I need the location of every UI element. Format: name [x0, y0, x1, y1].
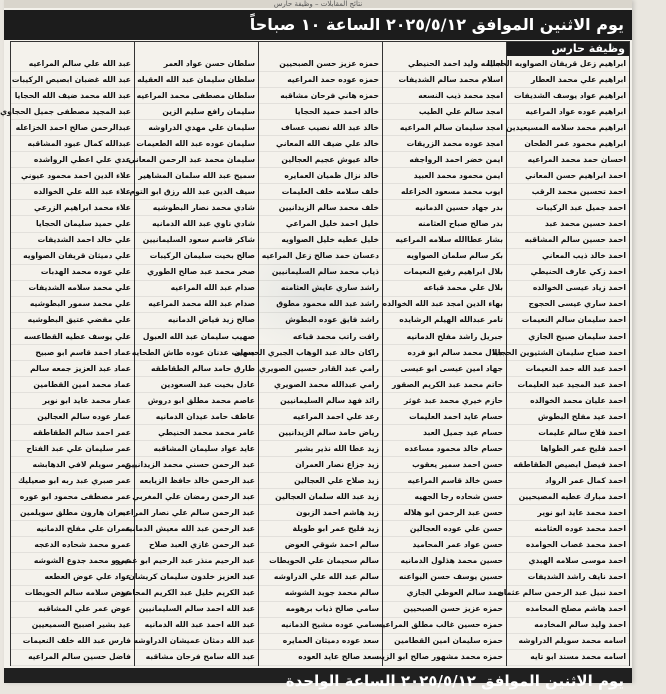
name-entry: خالد احمد حميد الحجايا: [259, 104, 382, 120]
name-entry: سعد صالح عايد العوده: [259, 650, 382, 666]
name-entry: عبد الرحمن عبد الله معيش الدمانيه: [135, 521, 258, 537]
name-entry: علي محمد سمور البطوشيه: [11, 297, 134, 313]
name-entry: حسين يوسف حسن البواعنه: [383, 570, 506, 586]
name-entry: امجد سليمان سالم المراعيه: [383, 120, 506, 136]
name-entry: احمد نبيل عبد الرحمن سالم عثمان: [507, 586, 629, 602]
name-entry: سلطان سليمان عبد الله العقيله: [135, 72, 258, 88]
column-1: [487, 42, 630, 666]
name-entry: حسن عبد الرحمن ابو هلاله: [383, 505, 506, 521]
name-entry: ابراهيم علي محمد العطار: [507, 72, 629, 88]
column-4: [115, 42, 258, 666]
name-entry: عمر احمد سالم الطقاطقه: [11, 425, 134, 441]
name-entry: احمد حسين سالم المشاقبه: [507, 233, 629, 249]
name-entry: احسان حمد محمد المراعيه: [507, 152, 629, 168]
name-entry: احمد زياد عيسى الخوالده: [507, 281, 629, 297]
name-entry: عماد عبد العزيز جمعه سالم: [11, 361, 134, 377]
name-entry: عبد الكريم خليل عبد الكريم المحاميد: [135, 586, 258, 602]
name-entry: سامي عوده مشيح الدمانيه: [259, 618, 382, 634]
name-entry: عبد الله احمد سالم السليمانيين: [135, 602, 258, 618]
name-entry: حمزه عزيز حسن الصبحيين: [383, 602, 506, 618]
name-entry: عاطف حامد عيدان الدمانيه: [135, 409, 258, 425]
name-entry: بلال علي محمد قباعه: [383, 281, 506, 297]
name-entry: امجد محمد ذيب النسعه: [383, 88, 506, 104]
name-entry: عبد الله محمد ضيف الله الحجايا: [11, 88, 134, 104]
name-entry: احمد هاشم مصلح المحامده: [507, 602, 629, 618]
name-entry: صهيب سليمان عبد الله العبول: [135, 329, 258, 345]
name-entry: عادل بخيت عبد السعودين: [135, 377, 258, 393]
name-entry: حمزه هاني فرحان مشاقبه: [259, 88, 382, 104]
name-entry: حازم خيري محمد عبد غوثر: [383, 393, 506, 409]
name-entry: رائد فهد سالم السليمانيين: [259, 393, 382, 409]
name-entry: سليمان محمد عبد الرحمن المعاني: [135, 152, 258, 168]
name-entry: عمر مصطفى محمود ابو عوره: [11, 489, 134, 505]
name-entry: عمر صبري عبد ربه ابو صعيليك: [11, 473, 134, 489]
column-3: [234, 42, 382, 666]
name-entry: حمزه حسين غالب مطلق المراعيه: [383, 618, 506, 634]
name-entry: عماد احمد قاسم ابو صبيح: [11, 345, 134, 361]
name-entry: حسام خالد محمود مساعده: [383, 441, 506, 457]
name-entry: احمد محمد عوده العثامنه: [507, 521, 629, 537]
name-entry: اسلام محمد سالم الشديفات: [383, 72, 506, 88]
name-entry: خليل احمد خليل المراعي: [259, 216, 382, 232]
name-entry: عمران علي مفلح الدمانيه: [11, 521, 134, 537]
name-entry: عامر محمد محمد الحنيطي: [135, 425, 258, 441]
name-entry: عمران هارون مطلق سويلمين: [11, 505, 134, 521]
name-entry: ابراهيم محمود عمر الطحان: [507, 136, 629, 152]
name-entry: حمزه عزيز حسن الصبحيين: [259, 56, 382, 72]
name-entry: ابراهيم عواد يوسف الشديفات: [507, 88, 629, 104]
name-entry: عمرو محمد جدوع الشوشه: [11, 553, 134, 569]
name-entry: سالم احمد شوقي العوض: [259, 537, 382, 553]
name-entry: حمزه عوده حمد المراعيه: [259, 72, 382, 88]
name-entry: رافت راتب محمد قباعه: [259, 329, 382, 345]
name-entry: عوض عمر علي المشاقبه: [11, 602, 134, 618]
name-entry: علي خالد احمد الشديفات: [11, 233, 134, 249]
name-entry: علي يوسف عطيه القطاعسه: [11, 329, 134, 345]
name-entry: احمد ساري عيسى الحجوج: [507, 297, 629, 313]
name-entry: عايد عواد سليمان المشاقبه: [135, 441, 258, 457]
name-entry: عبد الرحمن سالم علي نصار المراعيه: [135, 505, 258, 521]
name-entry: عمر سويلم لافي الدهابشه: [11, 457, 134, 473]
name-entry: عبدالله كمال عبود المشاقبه: [11, 136, 134, 152]
name-entry: صهيب عدنان عوده طاش الطحايه: [135, 345, 258, 361]
name-entry: فارس عبد الله خلف النعيمات: [11, 634, 134, 650]
name-entry: زيد هاشم احمد الزبون: [259, 505, 382, 521]
name-entry: احمد مبارك عطيه المصيحيين: [507, 489, 629, 505]
name-entry: حمزه محمد مشهور صالح ابو الزيت: [383, 650, 506, 666]
name-entry: عاصم محمد مطلق ابو دروش: [135, 393, 258, 409]
name-entry: راكان خالد عبد الوهاب الجبري الحيسان: [259, 345, 382, 361]
name-entry: حسام عايد احمد العليمات: [383, 409, 506, 425]
date-heading: يوم الاثنين الموافق ٢٠٢٥/٥/١٢ الساعة ١٠ صباحاً: [4, 10, 632, 40]
name-entry: جبريل راشد مفلح الدمانيه: [383, 329, 506, 345]
name-entry: عمار محمد عايد ابو نوير: [11, 393, 134, 409]
name-entry: فاضل حسين سالم المراعيه: [11, 650, 134, 666]
name-entry: عبد الله دمثان عميشان الدراوشه: [135, 634, 258, 650]
name-entry: سميح عبد الله سلمان المشاهير: [135, 168, 258, 184]
name-entry: سالم محمد جويد الشوشه: [259, 586, 382, 602]
name-entry: عماد محمد امين القطامين: [11, 377, 134, 393]
name-entry: احمد نايف راشد الشديفات: [507, 570, 629, 586]
name-entry: احمد صباح سليمان الشثيوين الحجايا: [507, 345, 629, 361]
name-entry: خليل عطيه خليل الصواويه: [259, 233, 382, 249]
name-entry: خلف سلامه خلف العليمات: [259, 184, 382, 200]
name-entry: احمد سليمان سالم النعيمات: [507, 313, 629, 329]
name-entry: حسام عيد جميل العبد: [383, 425, 506, 441]
name-entry: صخر محمد عبد صالح الطوري: [135, 265, 258, 281]
name-entry: احمد موسى سلامه الهبدي: [507, 553, 629, 569]
name-entry: احمد محمد عايد ابو نوير: [507, 505, 629, 521]
name-entry: زيد عبد الله سلمان العجالين: [259, 489, 382, 505]
name-entry: طارق حامد سالم الطقاطقه: [135, 361, 258, 377]
name-entry: علي حميد سليمان الحجايا: [11, 216, 134, 232]
name-entry: احمد كمال عمر الرواد: [507, 473, 629, 489]
name-entry: جهاد امين عيسى ابو عيسى: [383, 361, 506, 377]
name-entry: ذياب محمد سالم السليمانيين: [259, 265, 382, 281]
name-entry: عبد الرحمن حسني محمد الزيدانيين: [135, 457, 258, 473]
name-entry: بدر صالح صباح العثامنه: [383, 216, 506, 232]
name-entry: عبد المجيد مصطفى جميل الحجاوي: [11, 104, 134, 120]
name-entry: خالد نزال ظميان العمايره: [259, 168, 382, 184]
name-entry: احمد محمد غصاب الحوامده: [507, 537, 629, 553]
name-entry: عبد الرحمن رمضان علي المغربي: [135, 489, 258, 505]
name-entry: سالم سحيمان علي الحويطات: [259, 553, 382, 569]
name-entry: جلال محمد سالم ابو فرده: [383, 345, 506, 361]
name-entry: عوض سلامه سالم الحويطات: [11, 586, 134, 602]
column-heading: [11, 42, 134, 56]
name-entry: عبد الرحيم منذر عبد الرحيم ابو عميره: [135, 553, 258, 569]
name-entry: بشار عطاالله سلامه المراعيه: [383, 233, 506, 249]
name-entry: رامي عبد القادر حسين الصويري: [259, 361, 382, 377]
name-entry: علاء محمد ابراهيم الزرعي: [11, 200, 134, 216]
column-2: [373, 42, 506, 666]
column-heading: [135, 42, 258, 56]
name-entry: اسامه محمد مسند ابو تايه: [507, 650, 629, 666]
name-entry: سليمان علي مهدي الدراوشه: [135, 120, 258, 136]
name-entry: دعسان حمد صالح زعل المراعيه: [259, 249, 382, 265]
name-entry: احمد فلاح سالم عليمات: [507, 425, 629, 441]
name-entry: سالم عبد الله علي الدراوشه: [259, 570, 382, 586]
names-table: [0, 41, 630, 666]
name-entry: رياض حامد سالم الزيدانيين: [259, 425, 382, 441]
name-entry: احمد جميل عبد الركيبات: [507, 200, 629, 216]
name-entry: صدام عبد الله محمد المراعيه: [135, 297, 258, 313]
name-entry: بهاء الدين امجد عبد الله الخوالده: [383, 297, 506, 313]
name-entry: عبد الله علي سالم المراعيه: [11, 56, 134, 72]
name-entry: عبد الله غضبان ابصيص الركيبات: [11, 72, 134, 88]
bottom-date-heading: يوم الاثنين الموافق ٢٠٢٥/٥/١٢ الساعة الواحدة: [4, 668, 632, 683]
name-entry: احمد فليح عمر الطواها: [507, 441, 629, 457]
name-entry: امجد عوده محمد الزريقات: [383, 136, 506, 152]
column-5: [0, 42, 134, 666]
name-entry: ابراهيم محمد سلامه المسيعيدين: [507, 120, 629, 136]
name-entry: علي محمد سلامه الشديفات: [11, 281, 134, 297]
name-entry: راشد فايق عوده البطوش: [259, 313, 382, 329]
name-entry: اسامه وليد احمد الحنيطي: [383, 56, 506, 72]
name-entry: عمار عوده سالم العجالين: [11, 409, 134, 425]
name-entry: عبد الرحمن غازي العبد صلاح: [135, 537, 258, 553]
name-entry: عبد الرحمن خالد حافظ الزيابعه: [135, 473, 258, 489]
name-entry: خالد علي ضيف الله المعاني: [259, 136, 382, 152]
name-entry: احمد وليد سالم المخادمه: [507, 618, 629, 634]
name-entry: اسامه محمد سويلم الدراوشه: [507, 634, 629, 650]
name-entry: خلف محمد سالم الزيدانيين: [259, 200, 382, 216]
name-entry: احمد عبد المجيد عبد العليمات: [507, 377, 629, 393]
name-entry: تامر عبدالله الهيلم الرشايده: [383, 313, 506, 329]
column-entries: [115, 56, 258, 666]
name-entry: سامي صالح ذياب برهومه: [259, 602, 382, 618]
top-cropped-strip: نتائج المقابلات – وظيفة حارس: [4, 0, 632, 8]
name-entry: حسن عواد عمر المحاميد: [383, 537, 506, 553]
name-entry: احمد زكي عارف الحنيطي: [507, 265, 629, 281]
name-entry: سعد عوده دميثان العمايره: [259, 634, 382, 650]
name-entry: سلطان حسن عواد العمر: [135, 56, 258, 72]
name-entry: بدر جهاد حسين الدمانيه: [383, 200, 506, 216]
name-entry: حاتم محمد عبد الكريم الصقور: [383, 377, 506, 393]
name-entry: حسين محمد هذلول الدمانيه: [383, 553, 506, 569]
name-entry: ابراهيم عوده عواد المراعيه: [507, 104, 629, 120]
name-entry: عبد العزيز خلدون سليمان كريشان: [135, 570, 258, 586]
name-entry: راشد عبد الله محمود مطوق: [259, 297, 382, 313]
name-entry: علاء الدين احمد محمود عيوني: [11, 168, 134, 184]
name-entry: ابراهيم زعل قريفان الصواويه الحجايا: [507, 56, 629, 72]
name-entry: حسن خالد قاسم المراعيه: [383, 473, 506, 489]
name-entry: ايمن محمود محمد العبيد: [383, 168, 506, 184]
name-entry: امجد سالم علي الطيب: [383, 104, 506, 120]
name-entry: بكر سالم سلمان الصواويه: [383, 249, 506, 265]
name-entry: شادي ناوي عبد الله الدمانيه: [135, 216, 258, 232]
name-entry: بلال ابراهيم رفيع النعيمات: [383, 265, 506, 281]
name-entry: احمد سليمان صبيح الجازي: [507, 329, 629, 345]
name-entry: احمد عليان محمد الخوالده: [507, 393, 629, 409]
column-entries: [234, 56, 382, 666]
column-entries: [373, 56, 506, 666]
column-heading: وظيفة حارس: [507, 42, 629, 56]
name-entry: صدام عبد الله المراعيه: [135, 281, 258, 297]
column-heading: [383, 42, 506, 56]
name-entry: سليمان عوده عبد الله الطعيمات: [135, 136, 258, 152]
name-entry: احمد حسين محمد عبد: [507, 216, 629, 232]
column-entries: [0, 56, 134, 666]
name-entry: عواد علي عوض العطعه: [11, 570, 134, 586]
name-entry: حسن علي عوده العجالين: [383, 521, 506, 537]
name-entry: حسن احمد سمير يعقوب: [383, 457, 506, 473]
name-entry: راشد ساري عايش العثامنه: [259, 281, 382, 297]
name-entry: عمرو محمد شحاده الدعجه: [11, 537, 134, 553]
name-entry: شادي محمد نصار البطوشيه: [135, 200, 258, 216]
name-entry: خالد عيوش عجيم العجالين: [259, 152, 382, 168]
name-entry: احمد فيصل ابصيص الطقاطقه: [507, 457, 629, 473]
name-entry: سيف الدين عبد الله رزق ابو التوم: [135, 184, 258, 200]
name-entry: حمد سالم العوطي الجازي: [383, 586, 506, 602]
name-entry: احمد عيد مفلح البطوش: [507, 409, 629, 425]
name-entry: خالد عبد الله نصيب عساف: [259, 120, 382, 136]
name-entry: ايوب محمد مسعود الخزاعله: [383, 184, 506, 200]
name-entry: احمد ابراهيم حسن المعاني: [507, 168, 629, 184]
name-entry: علي عوده محمد الهدبات: [11, 265, 134, 281]
name-entry: عبدالرحمن صالح احمد الخزاعله: [11, 120, 134, 136]
name-entry: زيد عطا الله نذير بشير: [259, 441, 382, 457]
name-entry: علي دميثان قريفان الصواويه: [11, 249, 134, 265]
name-entry: احمد خالد ذيب المعاني: [507, 249, 629, 265]
name-entry: علي مفضي عتيق البطوشيه: [11, 313, 134, 329]
name-entry: حمزه سليمان امين القطامين: [383, 634, 506, 650]
name-entry: رامي عبدالله محمد الصويري: [259, 377, 382, 393]
name-entry: علاء عبد الله علي الخوالده: [11, 184, 134, 200]
name-entry: عبد الله احمد عبد الله الدمانيه: [135, 618, 258, 634]
name-entry: صالح بخيت سليمان الركيبات: [135, 249, 258, 265]
name-entry: حسن شحاده رجا الجهيه: [383, 489, 506, 505]
name-entry: عمر سليمان علي عبد الفتاح: [11, 441, 134, 457]
name-entry: عدي علي اعطي الرواشده: [11, 152, 134, 168]
name-entry: سليمان رافع سليم الزين: [135, 104, 258, 120]
name-entry: زيد فليح عمر ابو طويلة: [259, 521, 382, 537]
name-entry: صالح زيد فياض الدمانيه: [135, 313, 258, 329]
column-heading: [259, 42, 382, 56]
name-entry: احمد عبد الله حمد النعيمات: [507, 361, 629, 377]
name-entry: عبد الله سامح فرحان مشاقبه: [135, 650, 258, 666]
name-entry: سلطان مصطفى محمد المراعيه: [135, 88, 258, 104]
name-entry: رعد علي احمد المراعيه: [259, 409, 382, 425]
name-entry: زيد صلاح علي العجالين: [259, 473, 382, 489]
name-entry: زيد جزاع نصار العمران: [259, 457, 382, 473]
name-entry: شاكر قاسم سعود السليمانيين: [135, 233, 258, 249]
name-entry: احمد تحسين محمد الرقب: [507, 184, 629, 200]
name-entry: عيد بشير اصبيح السميعيين: [11, 618, 134, 634]
column-entries: [487, 56, 629, 666]
name-entry: ايمن خضر احمد الرواجفه: [383, 152, 506, 168]
